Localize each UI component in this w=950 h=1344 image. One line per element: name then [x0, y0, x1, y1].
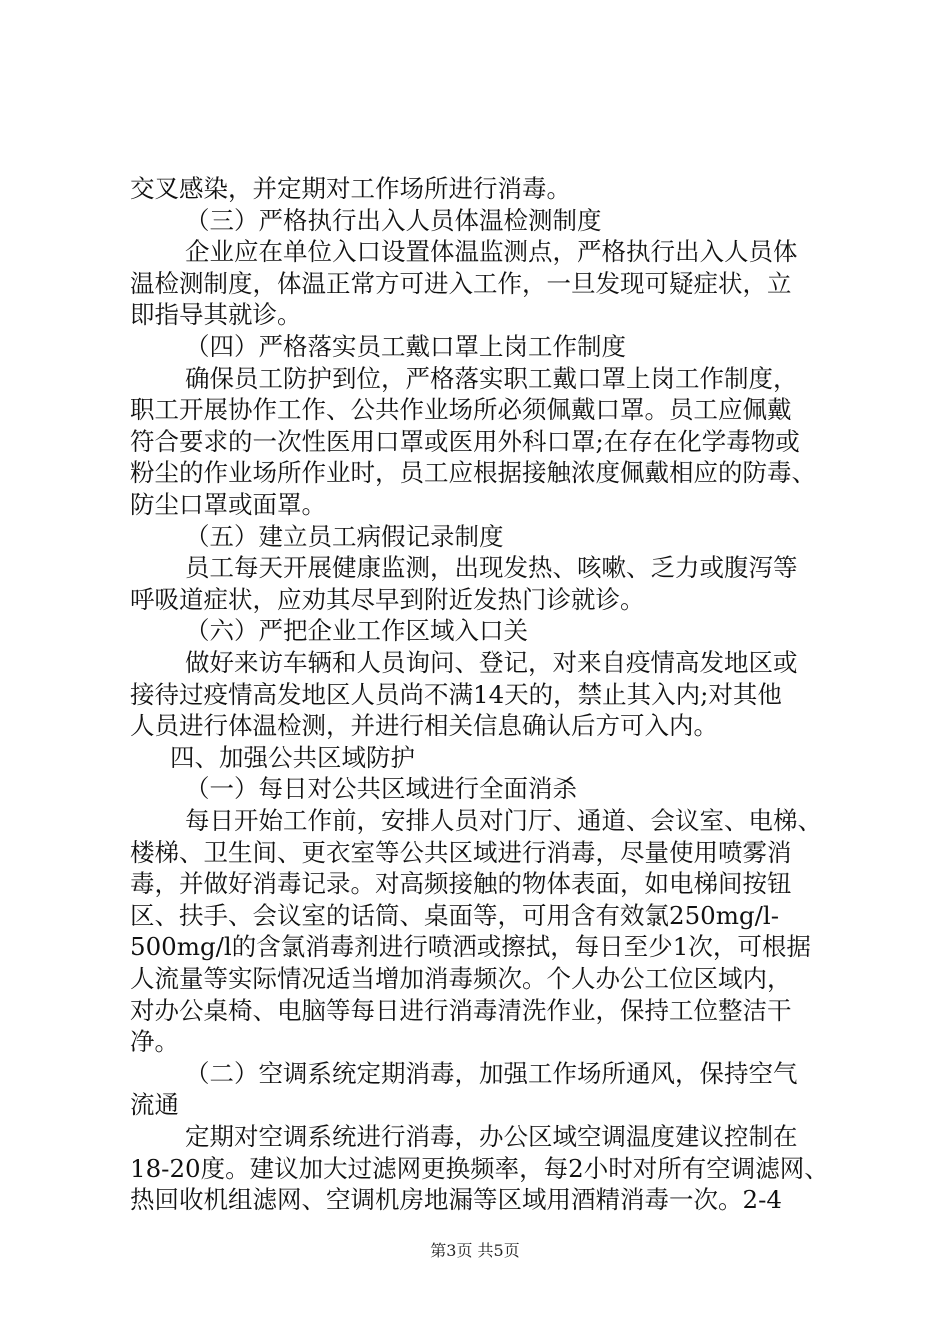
text-line: 人员进行体温检测，并进行相关信息确认后方可入内。 [130, 711, 718, 740]
text-line: （二）空调系统定期消毒，加强工作场所通风，保持空气 [185, 1059, 798, 1088]
text-line: （三）严格执行出入人员体温检测制度 [185, 206, 602, 235]
text-line: 人流量等实际情况适当增加消毒频次。个人办公工位区域内， [130, 964, 792, 993]
text-line: 对办公桌椅、电脑等每日进行消毒清洗作业，保持工位整洁干 [130, 996, 792, 1025]
text-line: 确保员工防护到位，严格落实职工戴口罩上岗工作制度， [185, 364, 798, 393]
text-line: 流通 [130, 1090, 179, 1119]
text-line: 符合要求的一次性医用口罩或医用外科口罩;在存在化学毒物或 [130, 427, 800, 456]
text-line: 职工开展协作工作、公共作业场所必须佩戴口罩。员工应佩戴 [130, 395, 792, 424]
text-line: 粉尘的作业场所作业时，员工应根据接触浓度佩戴相应的防毒、 [130, 458, 816, 487]
text-line: （四）严格落实员工戴口罩上岗工作制度 [185, 332, 626, 361]
text-line: （一）每日对公共区域进行全面消杀 [185, 774, 577, 803]
text-line: 温检测制度，体温正常方可进入工作，一旦发现可疑症状，立 [130, 269, 792, 298]
text-line: 每日开始工作前，安排人员对门厅、通道、会议室、电梯、 [185, 806, 822, 835]
text-line: 毒，并做好消毒记录。对高频接触的物体表面，如电梯间按钮 [130, 869, 792, 898]
page-footer: 第3页 共5页 [430, 1241, 520, 1260]
text-line: （六）严把企业工作区域入口关 [185, 616, 528, 645]
text-line: （五）建立员工病假记录制度 [185, 522, 504, 551]
text-line: 热回收机组滤网、空调机房地漏等区域用酒精消毒一次。2-4 [130, 1185, 782, 1214]
text-line: 18-20度。建议加大过滤网更换频率，每2小时对所有空调滤网、 [130, 1154, 829, 1183]
text-line: 员工每天开展健康监测，出现发热、咳嗽、乏力或腹泻等 [185, 553, 798, 582]
text-line: 企业应在单位入口设置体温监测点，严格执行出入人员体 [185, 237, 798, 266]
text-line: 净。 [130, 1027, 179, 1056]
text-line: 区、扶手、会议室的话筒、桌面等，可用含有效氯250mg/l- [130, 901, 780, 930]
text-line: 接待过疫情高发地区人员尚不满14天的，禁止其入内;对其他 [130, 680, 782, 709]
text-line: 即指导其就诊。 [130, 300, 302, 329]
text-line: 交叉感染，并定期对工作场所进行消毒。 [130, 174, 571, 203]
text-line: 呼吸道症状，应劝其尽早到附近发热门诊就诊。 [130, 585, 645, 614]
text-line: 500mg/l的含氯消毒剂进行喷洒或擦拭，每日至少1次，可根据 [130, 932, 811, 961]
text-line: 做好来访车辆和人员询问、登记，对来自疫情高发地区或 [185, 648, 798, 677]
text-line: 楼梯、卫生间、更衣室等公共区域进行消毒，尽量使用喷雾消 [130, 838, 792, 867]
text-line: 定期对空调系统进行消毒，办公区域空调温度建议控制在 [185, 1122, 798, 1151]
text-line: 防尘口罩或面罩。 [130, 490, 326, 519]
text-line: 四、加强公共区域防护 [170, 743, 415, 772]
